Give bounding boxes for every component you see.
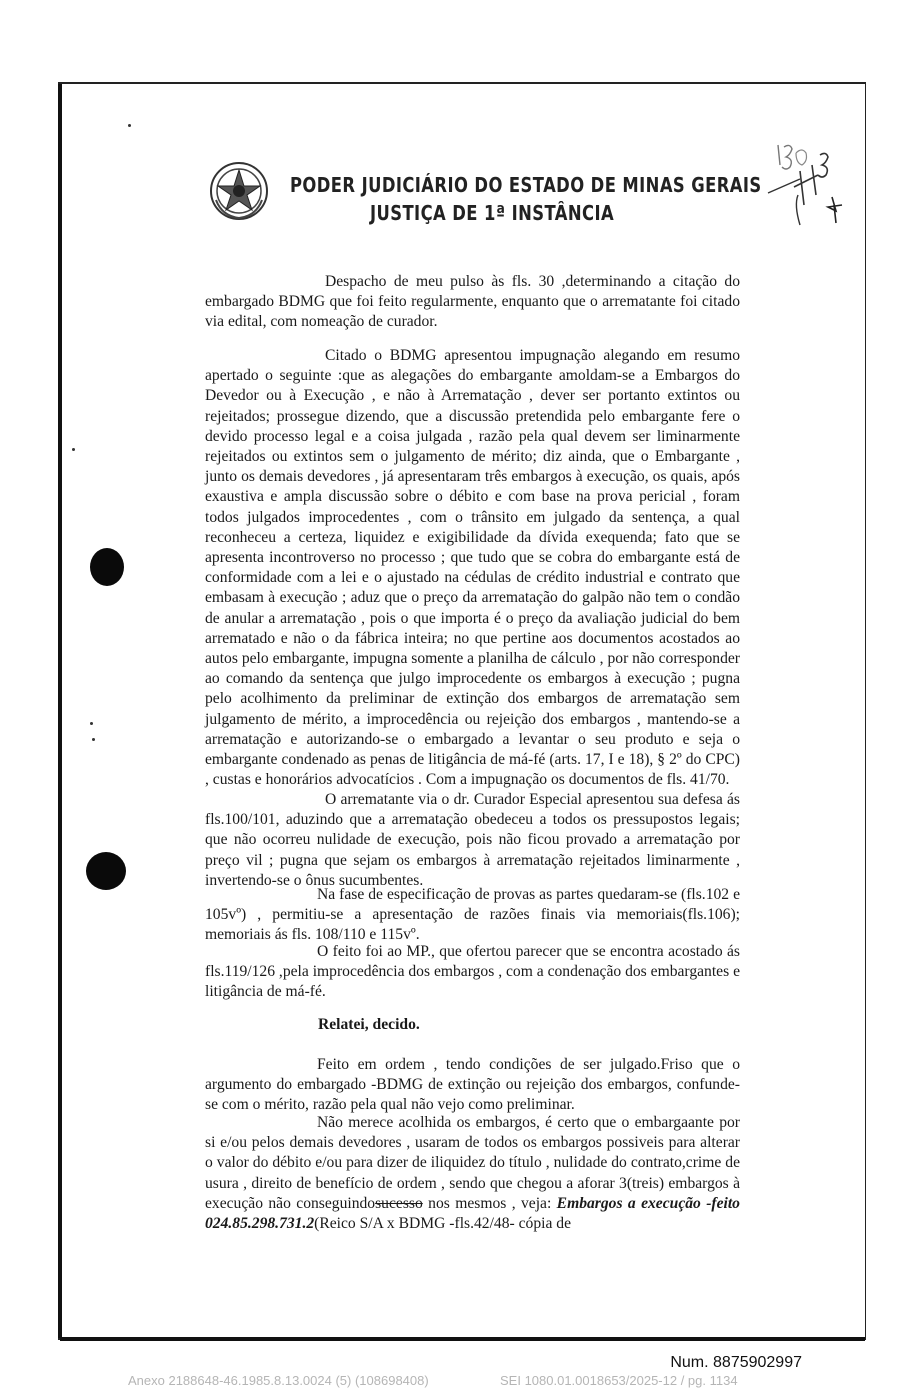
page-bottom-edge bbox=[60, 1337, 865, 1341]
paragraph-provas bbox=[205, 885, 740, 946]
paragraph-text: Despacho de meu pulso às fls. 30 ,determinando a citação do embargado BDMG que foi feito regularmente, enquanto que o arrematante foi citado via edital, com nomeação de curador. bbox=[205, 273, 740, 331]
court-header-subtitle: JUSTIÇA DE 1ª INSTÂNCIA bbox=[370, 201, 615, 225]
paragraph-mp bbox=[205, 942, 740, 1003]
struck-text: sucesso bbox=[375, 1194, 423, 1212]
annex-reference: Anexo 2188648-46.1985.8.13.0024 (5) (108698408) bbox=[128, 1373, 429, 1388]
paragraph-text bbox=[205, 1113, 740, 1234]
court-header-title: PODER JUDICIÁRIO DO ESTADO DE MINAS GERAIS bbox=[290, 173, 762, 197]
page-left-edge bbox=[58, 84, 62, 1338]
text-run: (Reico S/A x BDMG -fls.42/48- cópia de bbox=[314, 1215, 571, 1233]
paragraph-text: O feito foi ao MP., que ofertou parecer que se encontra acostado ás fls.119/126 ,pela improcedência dos embargos , com a condenação dos embargantes e litigância de má-fé. bbox=[205, 943, 740, 1001]
paragraph-despacho bbox=[205, 272, 740, 333]
handwritten-page-number bbox=[760, 135, 860, 235]
paragraph-curador bbox=[205, 790, 740, 891]
paragraph-text: Na fase de especificação de provas as partes quedaram-se (fls.102 e 105vº) , permitiu-se a apresentação de razões finais via memoriais(fls.106); memoriais ás fls. 108/110 e 115vº. bbox=[205, 886, 740, 944]
punch-hole-mark bbox=[90, 548, 124, 586]
coat-of-arms-seal bbox=[208, 160, 270, 222]
case-reference: Embargos a execução -feito 024.85.298.731.2 bbox=[205, 1194, 740, 1233]
paragraph-merito bbox=[205, 1113, 740, 1234]
scan-speck bbox=[128, 124, 131, 127]
paragraph-impugnacao bbox=[205, 346, 740, 790]
paragraph-text: O arrematante via o dr. Curador Especial apresentou sua defesa ás fls.100/101, aduzindo que a arrematação obedeceu a todos os pressupostos legais; que não ocorreu nulidade de execução, pois não ficou provado a arrematação por preço vil ; pugna que sejam os embargos à arrematação rejeitados liminarmente , invertendo-se o ônus sucumbentes. bbox=[205, 791, 740, 889]
sei-reference: SEI 1080.01.0018653/2025-12 / pg. 1134 bbox=[500, 1373, 738, 1388]
punch-hole-mark bbox=[86, 852, 126, 890]
paragraph-text: Citado o BDMG apresentou impugnação alegando em resumo apertado o seguinte :que as alegações do embargante amoldam-se a Embargos do Devedor ou à Execução , e não à Arrematação , dever ser portanto extintos ou rejeitados; prossegue dizendo, que a discussão pretendida pelo embargante fere o devido processo legal e a coisa julgada , razão pela qual devem ser liminarmente rejeitados ou extintos sem o julgamento de mérito; diz ainda, que o Embargante , junto os demais devedores , já apresentaram três embargos à execução, os quais, após exaustiva e ampla discussão sobre o débito e com base na prova pericial , foram todos julgados improcedentes , com o trânsito em julgado da sentença, a qual reconheceu a certeza, liquidez e exigibilidade da dívida exequenda; fato que se apresenta incontroverso no processo ; que tudo que se cobra do embargante está de conformidade com a lei e o ajustado na cédulas de crédito industrial e contrato que embasam à execução ; aduz que o preço da arrematação do galpão não tem o condão de anular a arrematação , pois o que importa é o preço da avaliação judicial do bem arrematado e não o da fábrica inteira; no que pertine aos documentos acostados ao autos pelo embargante, impugna somente a planilha de cálculo , por não corresponder ao comando da sentença que julgo improcedente os embargos à execução ; pugna pelo acolhimento da preliminar de extinção dos embargos de arrematação sem julgamento de mérito, a improcedência ou rejeição dos embargos , mantendo-se a arrematação e autorizando-se o embargado a levantar o seu produto e seja o embargante condenado as penas de litigância de má-fé (arts. 17, I e 18), § 2º do CPC) , custas e honorários advocatícios . Com a impugnação os documentos de fls. 41/70. bbox=[205, 347, 740, 789]
scan-speck bbox=[90, 722, 93, 725]
paragraph-decisao bbox=[205, 1055, 740, 1116]
text-run: nos mesmos , veja: bbox=[428, 1194, 552, 1212]
document-number: Num. 8875902997 bbox=[670, 1354, 802, 1371]
text-run: Não merece acolhida os embargos, é certo que o embargaante por si e/ou pelos demais devedores , usaram de todos os embargos possiveis para alterar o valor do débito e/ou para dizer de iliquidez do título , nulidade do contrato,crime de usura , direito de benefício de ordem , sendo que chegou a aforar 3(treis) embargos à execução não conseguindo bbox=[205, 1114, 740, 1212]
paragraph-text: Feito em ordem , tendo condições de ser julgado.Friso que o argumento do embargado -BDMG de extinção ou rejeição dos embargos, confunde-se com o mérito, razão pela qual não vejo como preliminar. bbox=[205, 1056, 740, 1114]
scan-speck bbox=[92, 738, 95, 741]
section-heading: Relatei, decido. bbox=[318, 1016, 420, 1033]
scan-speck bbox=[72, 448, 75, 451]
